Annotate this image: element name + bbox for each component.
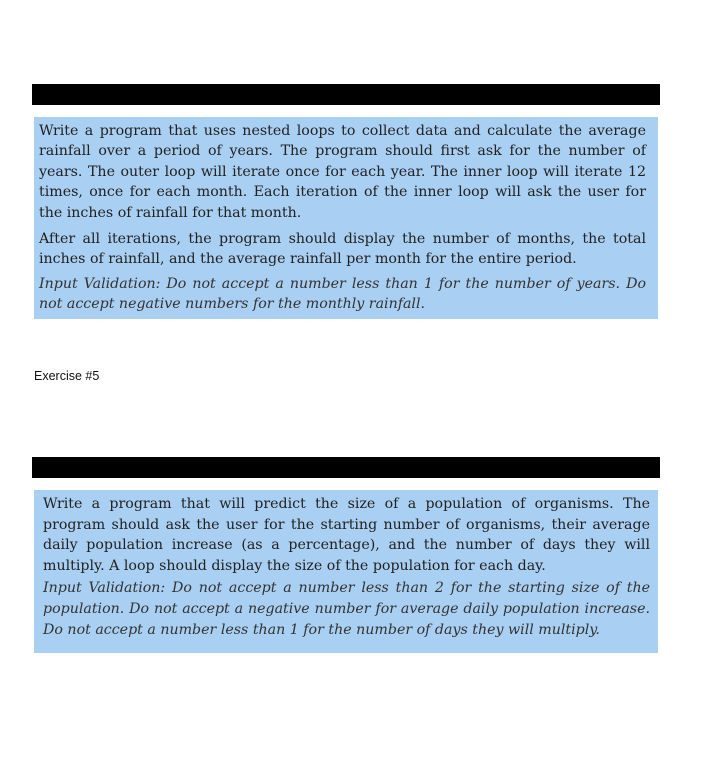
exercise-5-description [34,490,658,653]
exercise-4-input-validation: Input Validation: Do not accept a number less than 1 for the number of years. Do not accept negative numbers for the monthly rainfall. [39,275,646,313]
exercise-5-paragraph-1: Write a program that will predict the size of a population of organisms. The program should ask the user for the starting number of organisms, their average daily population increase (as a percentage), and the number of days they will multiply. A loop should display the size of the population for each day. [43,496,650,574]
exercise-4-paragraph-2: After all iterations, the program should display the number of months, the total inches of rainfall, and the average rainfall per month for the entire period. [39,231,646,268]
exercise-4-paragraph-1: Write a program that uses nested loops to collect data and calculate the average rainfall over a period of years. The program should first ask for the number of years. The outer loop will iterate once for each year. The inner loop will iterate 12 times, once for each month. Each iteration of the inner loop will ask the user for the inches of rainfall for that month. [39,123,646,221]
exercise-5-label: Exercise #5 [34,369,100,383]
exercise-4-description [34,117,658,319]
exercise-5-input-validation: Input Validation: Do not accept a number less than 2 for the starting size of the population. Do not accept a negative number for average daily population increase. Do not accept a number less than 1 for the number of days they will multiply. [43,580,650,638]
exercise-4-header-bar [32,84,660,105]
exercise-5-header-bar [32,457,660,478]
